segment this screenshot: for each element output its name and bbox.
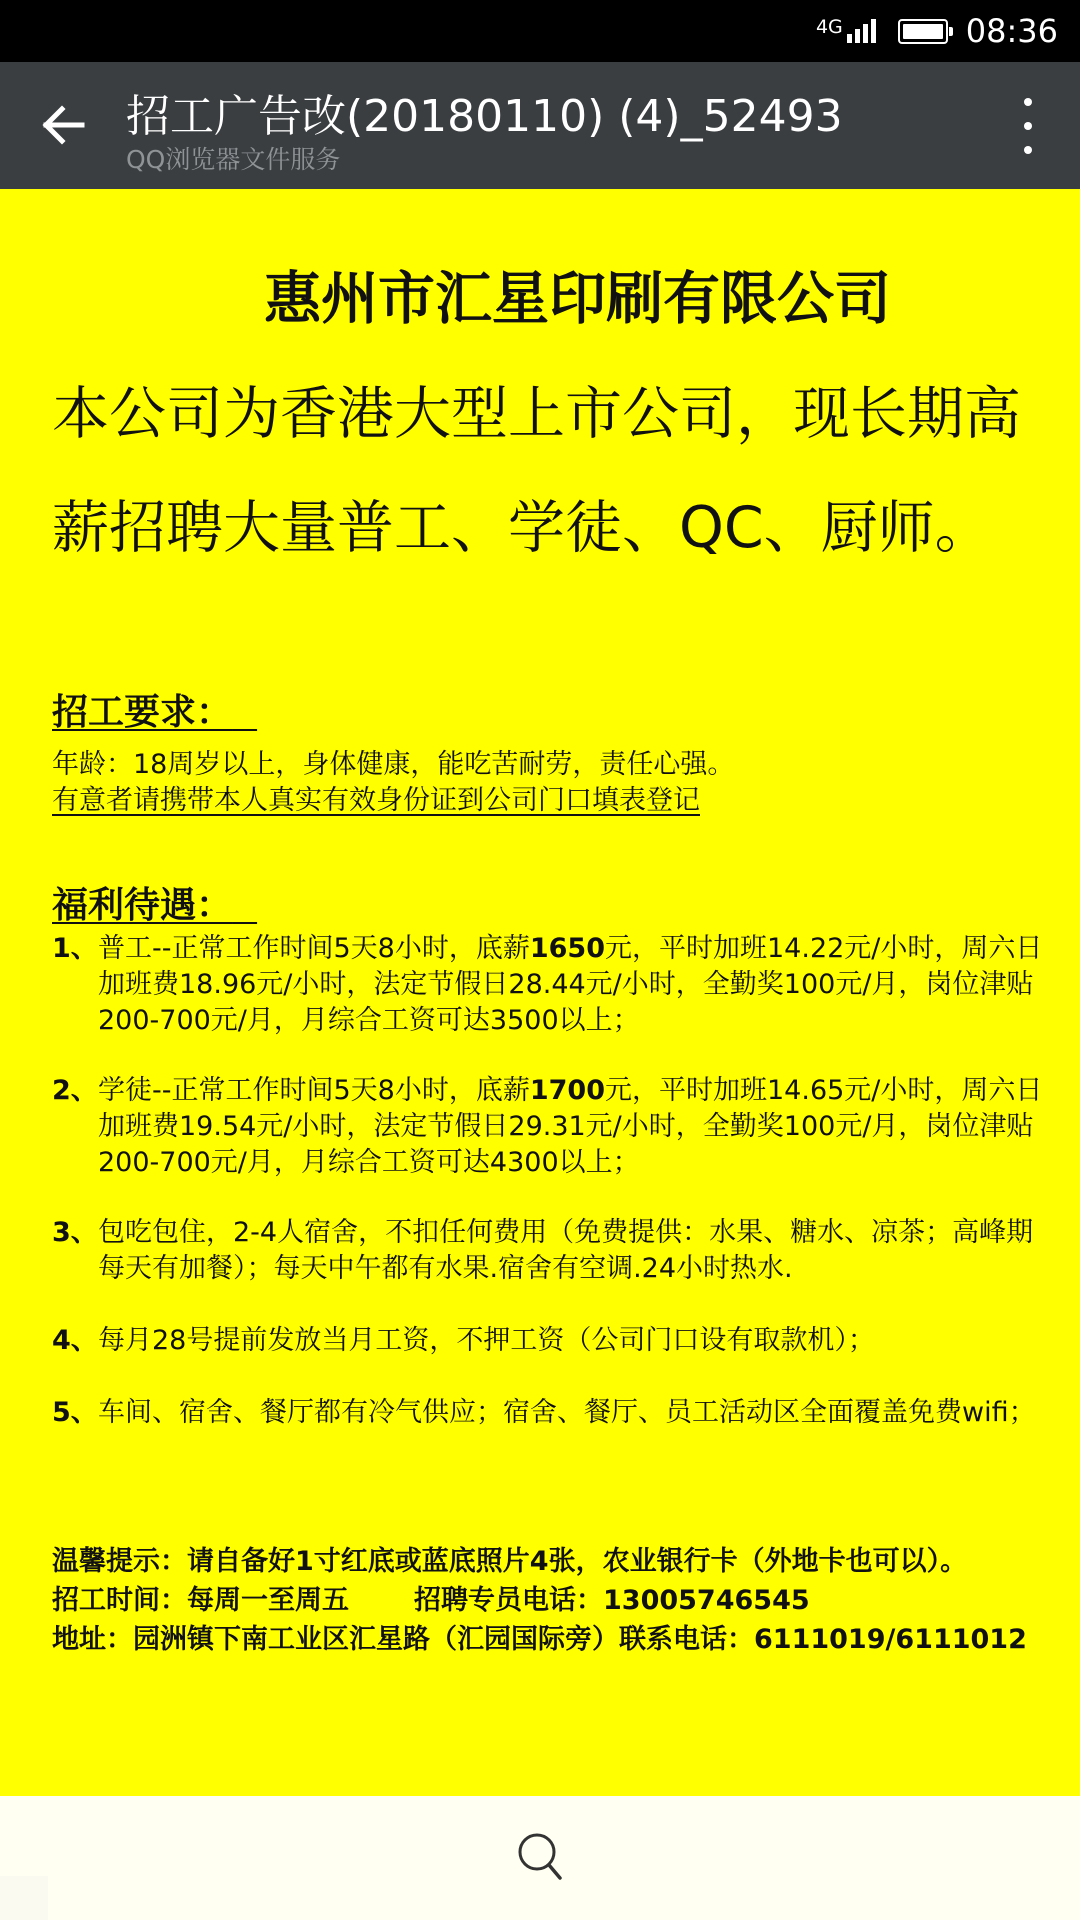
- more-menu-button[interactable]: [1018, 98, 1038, 154]
- benefit-item-1: [52, 931, 1062, 1039]
- search-button[interactable]: [516, 1830, 564, 1884]
- file-subtitle: QQ浏览器文件服务: [126, 145, 341, 174]
- item-number: 5、: [52, 1397, 98, 1428]
- arrow-left-icon: [38, 100, 88, 150]
- item-number: 1、: [52, 933, 98, 964]
- item-text: 车间、宿舍、餐厅都有冷气供应；宿舍、餐厅、员工活动区全面覆盖免费wifi；: [98, 1397, 1036, 1428]
- intro-paragraph: 本公司为香港大型上市公司，现长期高薪招聘大量普工、学徒、QC、厨师。: [52, 381, 1021, 561]
- age-requirement: 年龄：18周岁以上，身体健康，能吃苦耐劳，责任心强。: [52, 749, 735, 780]
- hiring-time: 招工时间：每周一至周五: [52, 1585, 349, 1616]
- search-icon: [516, 1830, 564, 1884]
- bottom-edge: [0, 1876, 48, 1920]
- item-text: [98, 1073, 1058, 1181]
- item-text: 包吃包住，2-4人宿舍，不扣任何费用（免费提供：水果、糖水、凉茶；高峰期每天有加餐）；每天中午都有水果.宿舍有空调.24小时热水.: [98, 1217, 1034, 1284]
- register-instruction: 有意者请携带本人真实有效身份证到公司门口填表登记: [52, 785, 700, 816]
- base-salary: 1650: [529, 933, 605, 964]
- dot: [1024, 122, 1032, 130]
- benefits-heading-text: 福利待遇：: [52, 885, 233, 926]
- item-text: [98, 931, 1058, 1039]
- clock: 08:36: [965, 12, 1058, 50]
- recruiter-phone: 招聘专员电话：13005746545: [414, 1585, 810, 1616]
- status-bar: [0, 0, 1080, 62]
- more-vertical-icon: [1024, 98, 1032, 106]
- status-icons: [816, 8, 1058, 54]
- bottom-toolbar: [0, 1796, 1080, 1920]
- benefit-item-3: [52, 1215, 1062, 1287]
- item-text-post: 元，平时加班14.65元/小时，周六日加班费19.54元/小时，法定节假日29.31元/小时，全勤奖100元/月，岗位津贴200-700元/月，月综合工资可达4300以上；: [98, 1075, 1043, 1178]
- title-bar: [0, 62, 1080, 189]
- item-number: 2、: [52, 1075, 98, 1106]
- item-text-pre: 普工--正常工作时间5天8小时，底薪: [98, 933, 530, 964]
- item-number: 4、: [52, 1325, 98, 1356]
- network-type: 4G: [815, 16, 843, 38]
- benefits-heading: [52, 877, 257, 928]
- tip-line: 温馨提示：请自备好1寸红底或蓝底照片4张，农业银行卡（外地卡也可以）。: [52, 1546, 968, 1577]
- battery-icon: [898, 19, 948, 44]
- signal-icon: [847, 19, 876, 43]
- benefit-item-5: [52, 1395, 1062, 1467]
- dot: [1024, 146, 1032, 154]
- back-button[interactable]: [38, 100, 88, 150]
- item-text-pre: 学徒--正常工作时间5天8小时，底薪: [98, 1075, 530, 1106]
- requirements-heading: [52, 684, 257, 735]
- address-line: 地址：园洲镇下南工业区汇星路（汇园国际旁）联系电话：6111019/6111012: [52, 1624, 1027, 1655]
- benefit-item-4: [52, 1323, 1062, 1359]
- company-name: 惠州市汇星印刷有限公司: [264, 266, 891, 332]
- file-title: 招工广告改(20180110) (4)_52493: [126, 91, 843, 142]
- item-number: 3、: [52, 1217, 98, 1248]
- base-salary: 1700: [529, 1075, 605, 1106]
- item-text-post: 元，平时加班14.22元/小时，周六日加班费18.96元/小时，法定节假日28.44元/小时，全勤奖100元/月，岗位津贴200-700元/月，月综合工资可达3500以上；: [98, 933, 1043, 1036]
- document-view[interactable]: [0, 189, 1080, 1796]
- item-text: 每月28号提前发放当月工资，不押工资（公司门口设有取款机）；: [98, 1325, 875, 1356]
- benefit-item-2: [52, 1073, 1062, 1181]
- requirements-heading-text: 招工要求：: [52, 692, 233, 733]
